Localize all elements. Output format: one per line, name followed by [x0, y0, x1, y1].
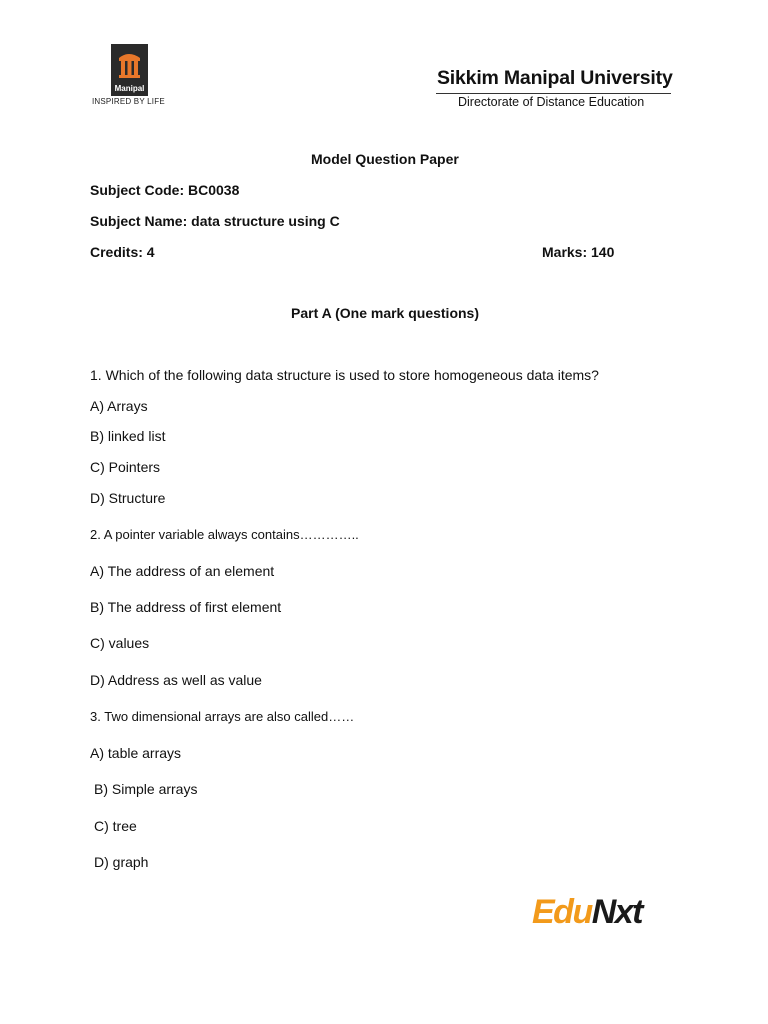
part-heading: Part A (One mark questions): [291, 305, 480, 321]
edunext-logo-left: Edu: [532, 893, 592, 931]
edunext-logo: [532, 893, 642, 932]
q3-option-b: B) Simple arrays: [94, 781, 198, 797]
q3-option-a: A) table arrays: [90, 745, 182, 761]
credits: Credits: 4: [90, 244, 155, 260]
q1-option-d: D) Structure: [90, 490, 166, 506]
university-name: Sikkim Manipal University: [437, 67, 673, 89]
directorate-name: Directorate of Distance Education: [458, 95, 645, 109]
manipal-logo: [111, 44, 148, 96]
header-divider: [436, 93, 671, 94]
logo-wordmark: Manipal: [114, 84, 145, 93]
q1-option-a: A) Arrays: [90, 398, 148, 414]
edunext-logo-right: Nxt: [591, 893, 643, 931]
paper-title: Model Question Paper: [311, 151, 459, 167]
q2-option-c: C) values: [90, 635, 150, 651]
subject-name: Subject Name: data structure using C: [90, 213, 340, 229]
q2-option-a: A) The address of an element: [90, 563, 275, 579]
subject-code: Subject Code: BC0038: [90, 182, 240, 198]
q1-option-b: B) linked list: [90, 428, 166, 444]
question-2: 2. A pointer variable always contains…………..: [90, 527, 359, 542]
manipal-emblem-icon: [111, 44, 148, 82]
q1-option-c: C) Pointers: [90, 459, 161, 475]
question-1: 1. Which of the following data structure is used to store homogeneous data items?: [90, 367, 599, 383]
q3-option-d: D) graph: [94, 854, 149, 870]
logo-tagline: INSPIRED BY LIFE: [92, 97, 165, 106]
marks: Marks: 140: [542, 244, 615, 260]
question-3: 3. Two dimensional arrays are also called……: [90, 709, 355, 724]
q2-option-b: B) The address of first element: [90, 599, 282, 615]
q2-option-d: D) Address as well as value: [90, 672, 262, 688]
q3-option-c: C) tree: [94, 818, 137, 834]
